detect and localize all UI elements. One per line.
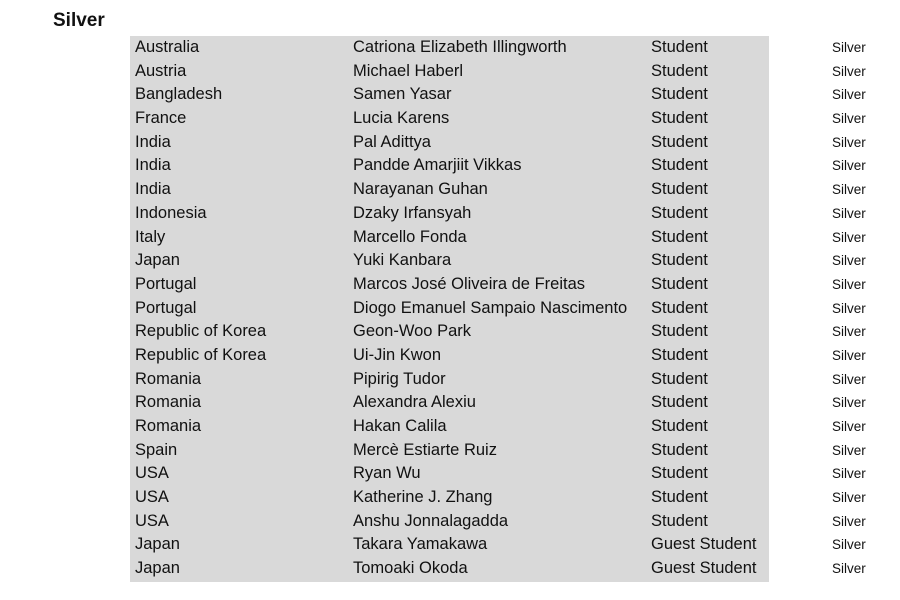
name-cell: Ui-Jin Kwon <box>353 345 442 364</box>
award-cell: Silver <box>832 40 866 55</box>
role-cell: Guest Student <box>651 559 757 578</box>
name-cell: Mercè Estiarte Ruiz <box>353 440 497 459</box>
table-row <box>0 344 900 368</box>
award-cell: Silver <box>832 490 866 506</box>
role-cell: Student <box>651 417 708 435</box>
table-row <box>0 462 900 486</box>
country-cell: Indonesia <box>135 203 207 222</box>
award-cell: Silver <box>832 111 866 127</box>
table-row <box>0 131 900 155</box>
table-row <box>0 226 900 250</box>
name-cell: Takara Yamakawa <box>353 535 488 554</box>
country-cell: Japan <box>135 559 180 578</box>
table-row <box>0 510 900 534</box>
role-cell: Student <box>651 298 708 317</box>
table-row <box>0 273 900 297</box>
table-row <box>0 178 900 202</box>
country-cell: Romania <box>135 393 202 412</box>
country-cell: Romania <box>135 417 202 435</box>
name-cell: Narayanan Guhan <box>353 180 488 199</box>
country-cell: Spain <box>135 440 178 459</box>
name-cell: Marcello Fonda <box>353 227 467 246</box>
table-row <box>0 36 900 60</box>
name-cell: Geon-Woo Park <box>353 322 471 341</box>
name-cell: Hakan Calila <box>353 417 447 435</box>
country-cell: India <box>135 132 171 151</box>
name-cell: Michael Haberl <box>353 61 464 80</box>
name-cell: Pal Adittya <box>353 132 431 151</box>
table-row <box>0 415 900 439</box>
name-cell: Anshu Jonnalagadda <box>353 511 509 530</box>
role-cell: Student <box>651 227 708 246</box>
table-row <box>0 107 900 131</box>
country-cell: Portugal <box>135 274 197 293</box>
award-cell: Silver <box>832 229 866 245</box>
award-cell: Silver <box>832 537 866 553</box>
table-row <box>0 202 900 226</box>
award-cell: Silver <box>832 63 866 79</box>
name-cell: Samen Yasar <box>353 85 452 104</box>
name-cell: Katherine J. Zhang <box>353 488 493 507</box>
role-cell: Student <box>651 61 708 80</box>
role-cell: Student <box>651 109 708 128</box>
table-row <box>0 368 900 392</box>
name-cell: Pandde Amarjiit Vikkas <box>353 156 522 175</box>
country-cell: Republic of Korea <box>135 322 267 341</box>
role-cell: Student <box>651 511 708 530</box>
award-cell: Silver <box>832 158 866 174</box>
award-cell: Silver <box>832 134 866 150</box>
table-row <box>0 533 900 557</box>
award-cell: Silver <box>832 419 866 434</box>
name-cell: Yuki Kanbara <box>353 251 452 270</box>
role-cell: Student <box>651 203 708 222</box>
table-row <box>0 83 900 107</box>
role-cell: Student <box>651 38 708 56</box>
country-cell: USA <box>135 488 169 507</box>
award-cell: Silver <box>832 513 866 529</box>
role-cell: Student <box>651 464 708 483</box>
table-row <box>0 320 900 344</box>
table-row <box>0 486 900 510</box>
role-cell: Student <box>651 251 708 270</box>
name-cell: Marcos José Oliveira de Freitas <box>353 274 585 293</box>
award-cell: Silver <box>832 205 866 221</box>
name-cell: Tomoaki Okoda <box>353 559 468 578</box>
name-cell: Catriona Elizabeth Illingworth <box>353 38 567 56</box>
award-cell: Silver <box>832 276 866 292</box>
country-cell: Portugal <box>135 298 197 317</box>
table-row <box>0 439 900 463</box>
country-cell: Australia <box>135 38 200 56</box>
country-cell: Japan <box>135 251 180 270</box>
award-cell: Silver <box>832 324 866 340</box>
role-cell: Student <box>651 440 708 459</box>
role-cell: Guest Student <box>651 535 757 554</box>
name-cell: Dzaky Irfansyah <box>353 203 472 222</box>
role-cell: Student <box>651 393 708 412</box>
role-cell: Student <box>651 274 708 293</box>
country-cell: Romania <box>135 369 202 388</box>
country-cell: Japan <box>135 535 180 554</box>
award-cell: Silver <box>832 347 866 363</box>
role-cell: Student <box>651 488 708 507</box>
award-cell: Silver <box>832 87 866 103</box>
role-cell: Student <box>651 132 708 151</box>
table-row <box>0 249 900 273</box>
role-cell: Student <box>651 85 708 104</box>
country-cell: Bangladesh <box>135 85 223 104</box>
country-cell: India <box>135 180 171 199</box>
country-cell: India <box>135 156 171 175</box>
role-cell: Student <box>651 345 708 364</box>
award-cell: Silver <box>832 253 866 269</box>
award-cell: Silver <box>832 182 866 198</box>
country-cell: France <box>135 109 187 128</box>
awards-table <box>0 36 900 581</box>
table-row <box>0 391 900 415</box>
country-cell: USA <box>135 511 169 530</box>
role-cell: Student <box>651 180 708 199</box>
table-row <box>0 154 900 178</box>
table-row <box>0 297 900 321</box>
award-cell: Silver <box>832 561 866 577</box>
award-cell: Silver <box>832 300 866 316</box>
role-cell: Student <box>651 156 708 175</box>
role-cell: Student <box>651 322 708 341</box>
award-cell: Silver <box>832 442 866 458</box>
country-cell: USA <box>135 464 169 483</box>
award-cell: Silver <box>832 395 866 411</box>
name-cell: Diogo Emanuel Sampaio Nascimento <box>353 298 628 317</box>
country-cell: Austria <box>135 61 187 80</box>
table-row <box>0 557 900 581</box>
country-cell: Republic of Korea <box>135 345 267 364</box>
name-cell: Ryan Wu <box>353 464 421 483</box>
country-cell: Italy <box>135 227 166 246</box>
name-cell: Alexandra Alexiu <box>353 393 476 412</box>
role-cell: Student <box>651 369 708 388</box>
award-cell: Silver <box>832 371 866 387</box>
name-cell: Pipirig Tudor <box>353 369 446 388</box>
award-cell: Silver <box>832 466 866 482</box>
name-cell: Lucia Karens <box>353 109 450 128</box>
section-heading: Silver <box>53 10 105 31</box>
table-row <box>0 60 900 84</box>
